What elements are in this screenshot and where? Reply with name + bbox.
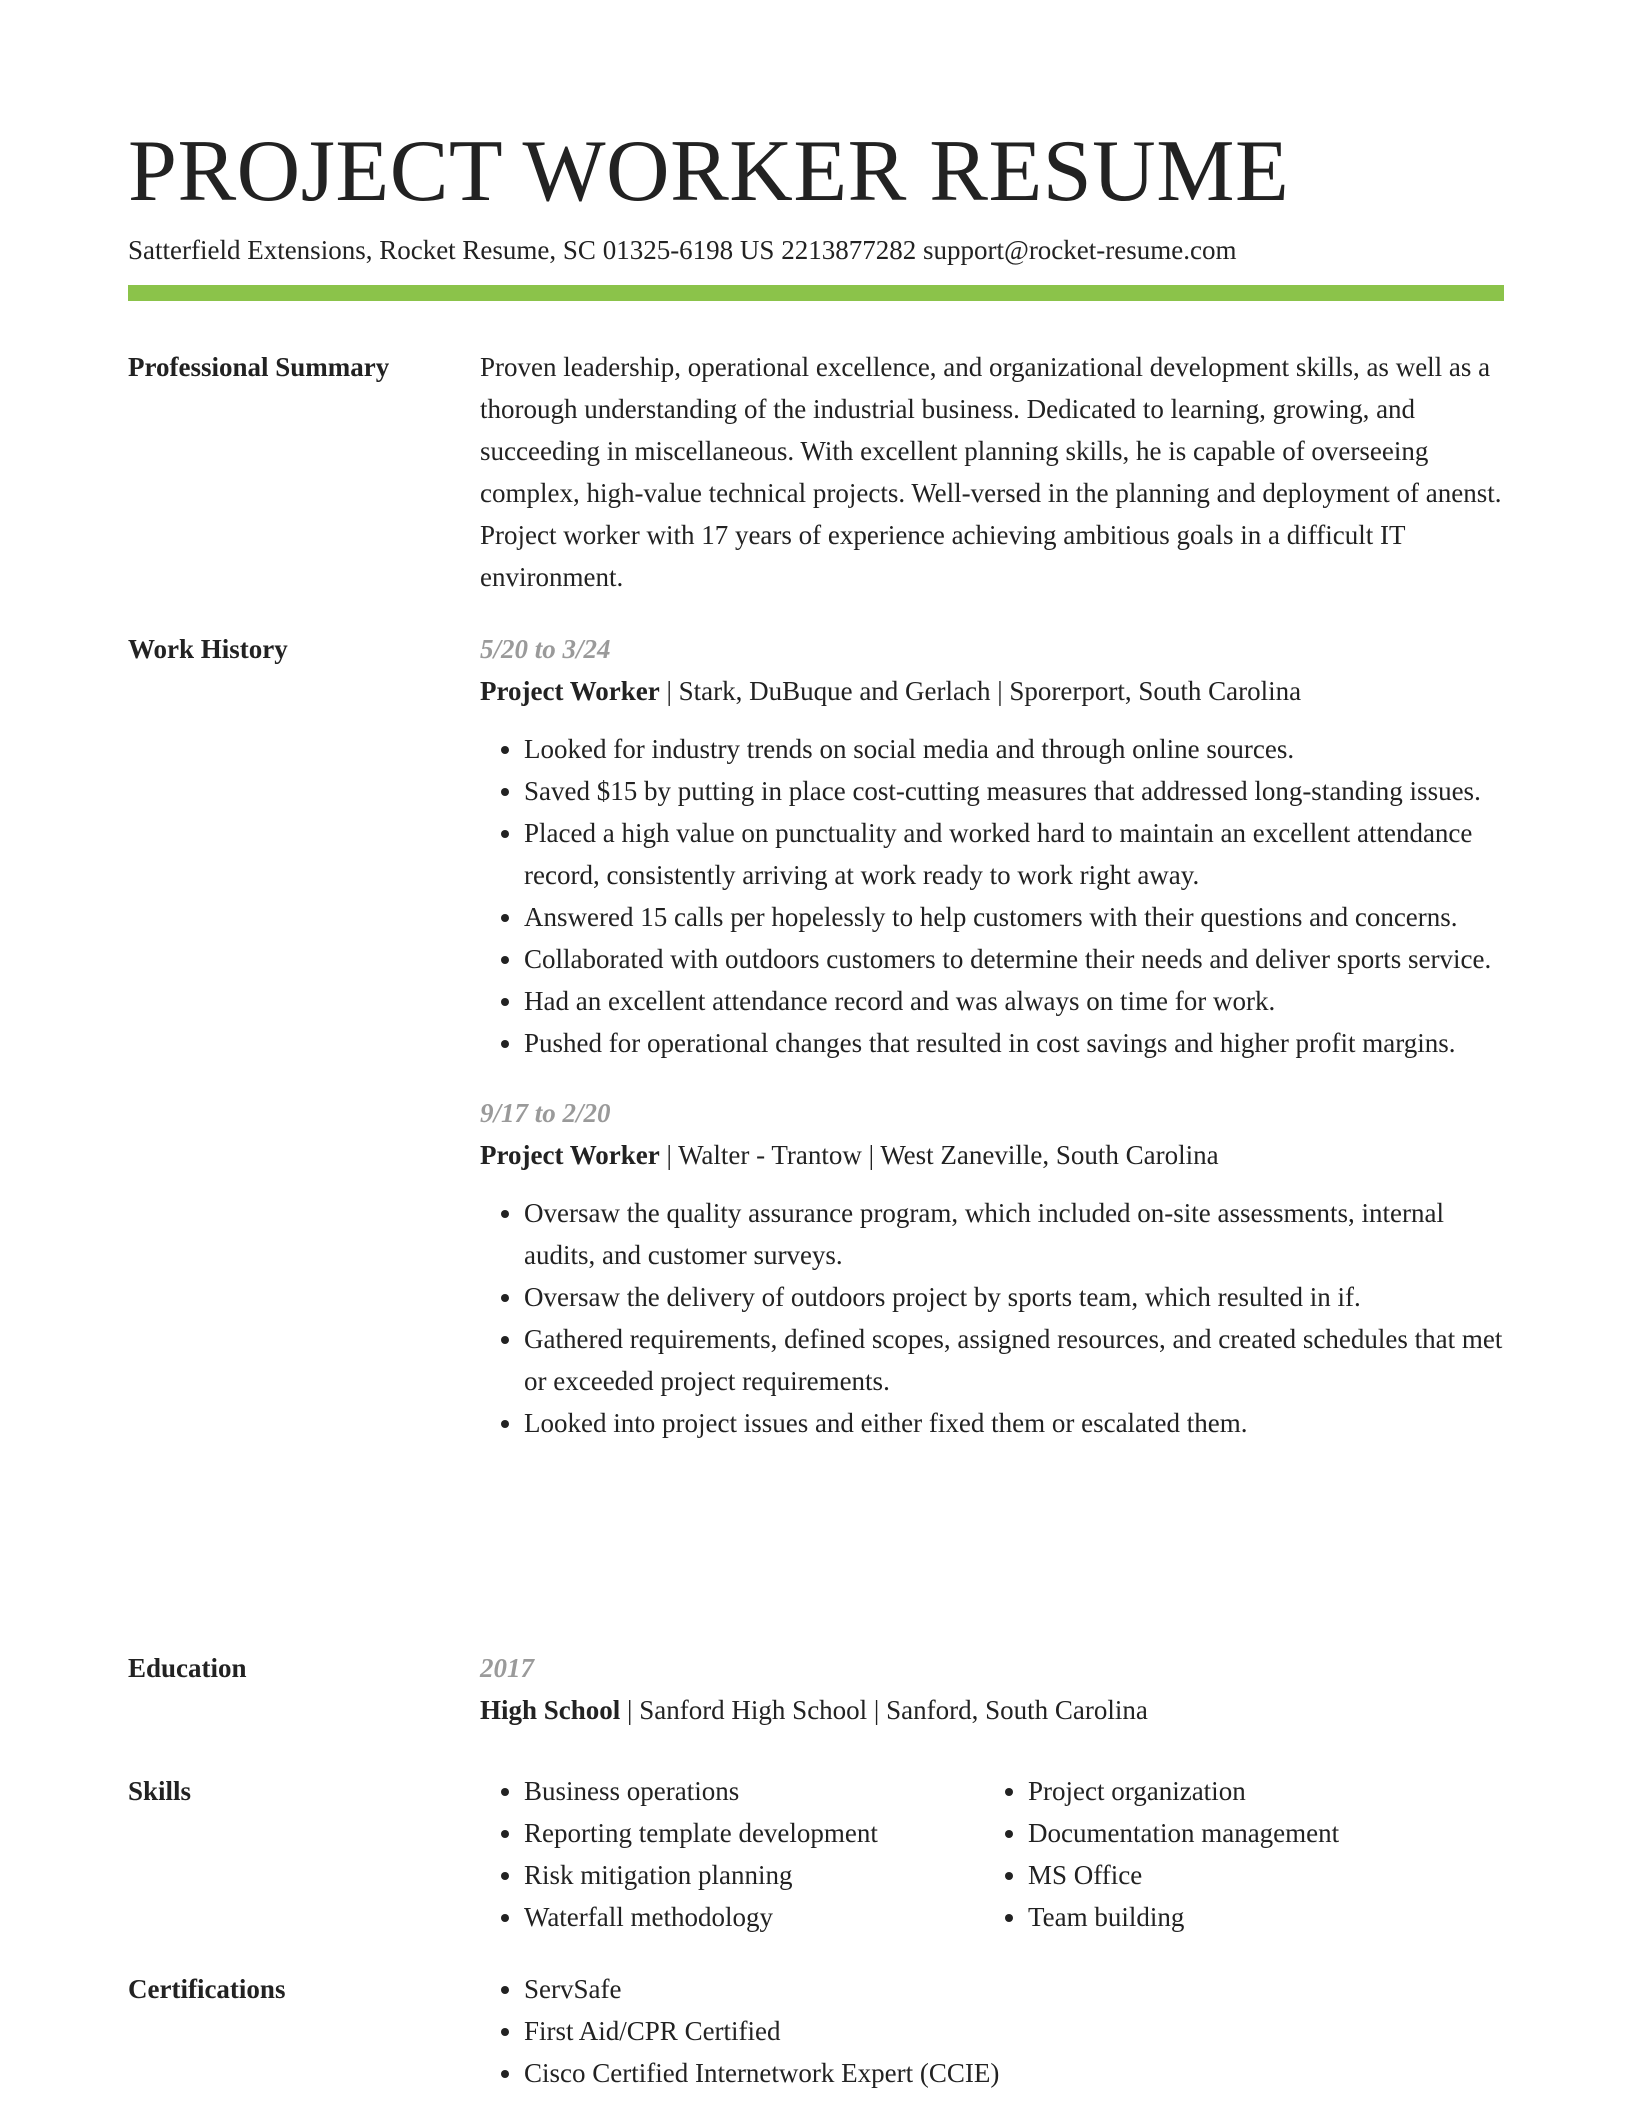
resume-title: PROJECT WORKER RESUME [128, 123, 1290, 220]
job-bullets [480, 1192, 1504, 1444]
education-details: | Sanford High School | Sanford, South Carolina [620, 1695, 1148, 1725]
job-role-line [480, 1134, 1504, 1176]
contact-email: support@rocket-resume.com [922, 235, 1237, 265]
summary-heading: Professional Summary [128, 352, 390, 382]
education-degree: High School [480, 1695, 621, 1725]
skill-item: • Documentation management [1028, 1812, 1504, 1854]
education-year: 2017 [480, 1653, 534, 1683]
job-bullet: • Collaborated with outdoors customers to determine their needs and deliver sports service. [524, 938, 1504, 980]
job-details: | Stark, DuBuque and Gerlach | Sporerport, South Carolina [659, 676, 1302, 706]
job-bullet: • Saved $15 by putting in place cost-cutting measures that addressed long-standing issues. [524, 770, 1504, 812]
contact-line [128, 232, 1236, 268]
job-bullet: • Oversaw the delivery of outdoors project by sports team, which resulted in if. [524, 1276, 1504, 1318]
job-bullet: • Gathered requirements, defined scopes, assigned resources, and created schedules that met or exceeded project requirements. [524, 1318, 1504, 1402]
job-dates: 5/20 to 3/24 [480, 634, 611, 664]
job-bullet: • Placed a high value on punctuality and worked hard to maintain an excellent attendance record, consistently arriving at work ready to work right away. [524, 812, 1504, 896]
job-bullets [480, 728, 1504, 1064]
skill-item: • Team building [1028, 1896, 1504, 1938]
education-line [480, 1689, 1504, 1731]
skill-item: • MS Office [1028, 1854, 1504, 1896]
certification-item: • ServSafe [524, 1968, 1504, 2010]
summary-section [128, 346, 1504, 596]
contact-phone: 2213877282 [781, 235, 917, 265]
certifications-heading: Certifications [128, 1974, 286, 2004]
accent-divider [128, 285, 1504, 301]
job-entry [480, 1092, 1504, 1444]
job-dates: 9/17 to 2/20 [480, 1098, 611, 1128]
skill-item: • Reporting template development [524, 1812, 984, 1854]
job-title: Project Worker [480, 1140, 660, 1170]
work-history-heading: Work History [128, 634, 288, 664]
job-title: Project Worker [480, 676, 660, 706]
job-bullet: • Looked into project issues and either fixed them or escalated them. [524, 1402, 1504, 1444]
certification-item: • First Aid/CPR Certified [524, 2010, 1504, 2052]
skill-item: • Waterfall methodology [524, 1896, 984, 1938]
skill-item: • Risk mitigation planning [524, 1854, 984, 1896]
skills-heading: Skills [128, 1776, 192, 1806]
job-bullet: • Pushed for operational changes that resulted in cost savings and higher profit margins. [524, 1022, 1504, 1064]
job-bullet: • Answered 15 calls per hopelessly to help customers with their questions and concerns. [524, 896, 1504, 938]
contact-address: Satterfield Extensions, Rocket Resume, SC 01325-6198 US [128, 235, 775, 265]
skills-list-right [984, 1770, 1504, 1938]
job-bullet: • Looked for industry trends on social media and through online sources. [524, 728, 1504, 770]
education-heading: Education [128, 1653, 247, 1683]
job-details: | Walter - Trantow | West Zaneville, South Carolina [659, 1140, 1219, 1170]
job-bullet: • Had an excellent attendance record and was always on time for work. [524, 980, 1504, 1022]
skill-item: • Business operations [524, 1770, 984, 1812]
skill-item: • Project organization [1028, 1770, 1504, 1812]
job-bullet: • Oversaw the quality assurance program, which included on-site assessments, internal audits, and customer surveys. [524, 1192, 1504, 1276]
summary-text: Proven leadership, operational excellence, and organizational development skills, as well as a thorough understanding of the industrial business. Dedicated to learning, growing, and succeeding in miscellaneous. With excellent planning skills, he is capable of overseeing complex, high-value technical projects. Well-versed in the planning and deployment of anenst. Project worker with 17 years of experience achieving ambitious goals in a difficult IT environment. [480, 352, 1502, 592]
certification-item: • Cisco Certified Internetwork Expert (CCIE) [524, 2052, 1504, 2094]
job-entry [480, 628, 1504, 1064]
skills-list-left [480, 1770, 984, 1938]
job-role-line [480, 670, 1504, 712]
certifications-list [480, 1968, 1504, 2094]
